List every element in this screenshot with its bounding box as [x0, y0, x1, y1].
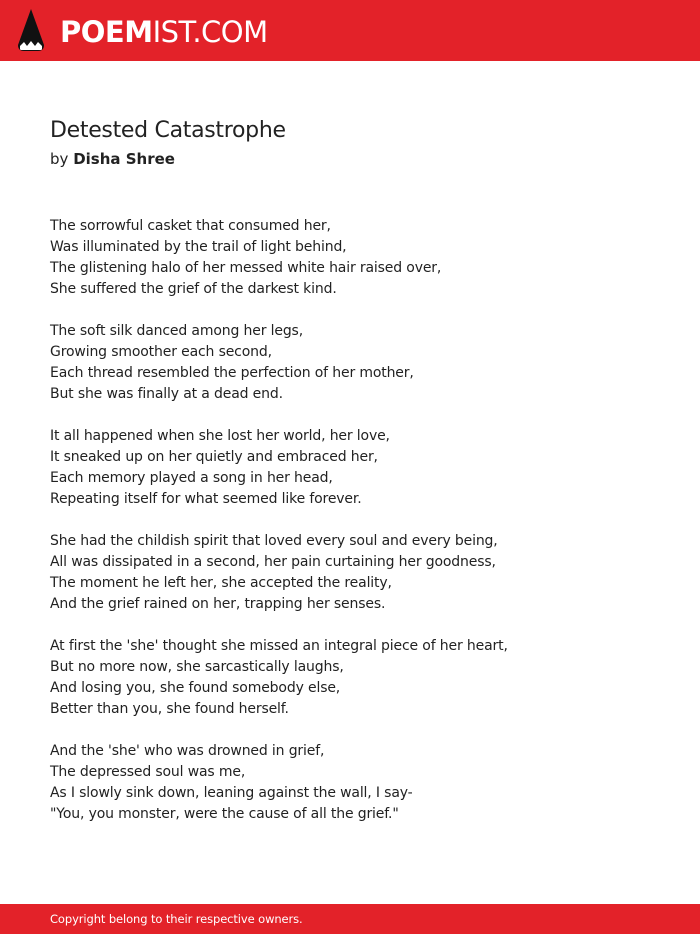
copyright-notice: Copyright belong to their respective owners.	[50, 912, 303, 926]
poem-body	[50, 216, 660, 825]
poem-line: And the 'she' who was drowned in grief,	[50, 743, 325, 759]
poem-line: And losing you, she found somebody else,	[50, 680, 341, 696]
poem-stanza	[50, 531, 660, 615]
poem-line: Repeating itself for what seemed like forever.	[50, 491, 362, 507]
poem-content	[50, 114, 660, 846]
poem-byline	[50, 148, 660, 170]
poem-line: The moment he left her, she accepted the reality,	[50, 575, 392, 591]
poem-line: It sneaked up on her quietly and embraced her,	[50, 449, 378, 465]
pencil-tip-icon	[18, 9, 44, 53]
poem-line: At first the 'she' thought she missed an integral piece of her heart,	[50, 638, 508, 654]
poem-line: Each thread resembled the perfection of her mother,	[50, 365, 414, 381]
poem-line: All was dissipated in a second, her pain curtaining her goodness,	[50, 554, 496, 570]
byline-prefix: by	[50, 150, 69, 168]
poem-line: But no more now, she sarcastically laughs,	[50, 659, 344, 675]
poem-line: She had the childish spirit that loved every soul and every being,	[50, 533, 498, 549]
poem-line: Was illuminated by the trail of light behind,	[50, 239, 347, 255]
poem-line: The soft silk danced among her legs,	[50, 323, 304, 339]
poem-line: And the grief rained on her, trapping her senses.	[50, 596, 386, 612]
poem-title: Detested Catastrophe	[50, 118, 286, 143]
poem-line: As I slowly sink down, leaning against the wall, I say-	[50, 785, 413, 801]
site-logo[interactable]	[18, 9, 268, 53]
poem-stanza	[50, 426, 660, 510]
poem-line: The glistening halo of her messed white hair raised over,	[50, 260, 442, 276]
poem-stanza	[50, 321, 660, 405]
site-footer	[0, 904, 700, 934]
poem-line: Growing smoother each second,	[50, 344, 272, 360]
logo-wordmark-light: IST.COM	[152, 14, 268, 49]
poem-stanza	[50, 741, 660, 825]
poem-line: The depressed soul was me,	[50, 764, 246, 780]
poem-line: The sorrowful casket that consumed her,	[50, 218, 331, 234]
poem-line: But she was finally at a dead end.	[50, 386, 283, 402]
logo-wordmark-bold: POEM	[60, 14, 153, 49]
poem-line: She suffered the grief of the darkest kind.	[50, 281, 337, 297]
poem-stanza	[50, 636, 660, 720]
poem-stanza	[50, 216, 660, 300]
poem-author: Disha Shree	[73, 150, 175, 168]
poem-line: Better than you, she found herself.	[50, 701, 289, 717]
poem-line: Each memory played a song in her head,	[50, 470, 333, 486]
poem-line: "You, you monster, were the cause of all the grief."	[50, 806, 399, 822]
logo-wordmark	[60, 14, 268, 49]
site-header	[0, 0, 700, 61]
poem-line: It all happened when she lost her world, her love,	[50, 428, 390, 444]
